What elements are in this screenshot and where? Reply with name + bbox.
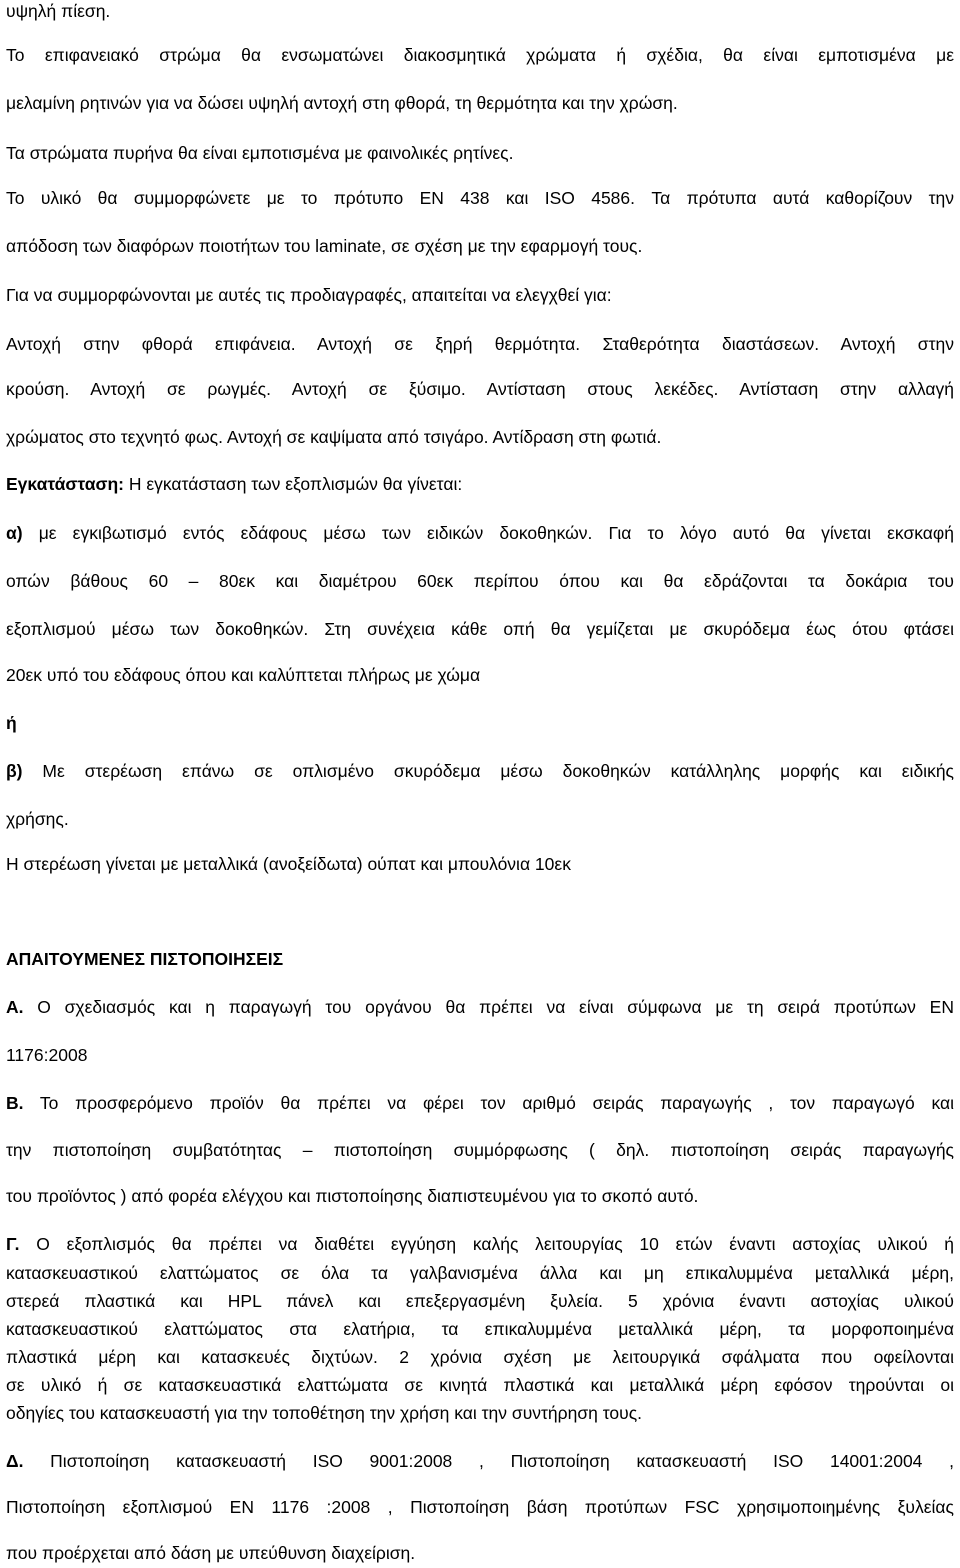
cert-c-line: κατασκευαστικού ελαττώματος στα ελατήρια, τα επικαλυμμένα μεταλλικά μέρη, τα μορφοποιημένα [6, 1319, 954, 1339]
text-line: απόδοση των διαφόρων ποιοτήτων του laminate, σε σχέση με την εφαρμογή τους. [6, 236, 643, 256]
item-label: Α. [6, 997, 24, 1017]
text-line: Το επιφανειακό στρώμα θα ενσωματώνει διακοσμητικά χρώματα ή σχέδια, θα είναι εμποτισμένα με [6, 45, 954, 65]
cert-c-line: κατασκευαστικού ελαττώματος σε όλα τα γαλβανισμένα άλλα και μη επικαλυμμένα μεταλλικά μέρη, [6, 1263, 954, 1283]
installation-a-line: εξοπλισμού μέσω των δοκοθηκών. Στη συνέχεια κάθε οπή θα γεμίζεται με σκυρόδεμα έως ότου φτάσει [6, 619, 954, 639]
text-line: κρούση. Αντοχή σε ρωγμές. Αντοχή σε ξύσιμο. Αντίσταση στους λεκέδες. Αντίσταση στην αλλαγή [6, 379, 954, 399]
item-label: β) [6, 761, 23, 781]
installation-heading: Εγκατάσταση: [6, 474, 124, 494]
cert-c-line: στερεά πλαστικά και HPL πάνελ και επεξεργασμένη ξυλεία. 5 χρόνια έναντι αστοχίας υλικού [6, 1291, 954, 1311]
item-label: Γ. [6, 1234, 20, 1254]
installation-b-line: β) Με στερέωση επάνω σε οπλισμένο σκυρόδεμα μέσω δοκοθηκών κατάλληλης μορφής και ειδικής [6, 761, 954, 781]
cert-c-line: πλαστικά μέρη και κατασκευές διχτύων. 2 χρόνια σχέση με λειτουργικά σφάλματα που οφείλονται [6, 1347, 954, 1367]
item-label: Β. [6, 1093, 24, 1113]
cert-d-line: που προέρχεται από δάση με υπεύθυνση διαχείριση. [6, 1543, 416, 1563]
text-line: Για να συμμορφώνονται με αυτές τις προδιαγραφές, απαιτείται να ελεγχθεί για: [6, 285, 612, 305]
cert-a-line: 1176:2008 [6, 1045, 88, 1065]
cert-c-line: Γ. Ο εξοπλισμός θα πρέπει να διαθέτει εγγύηση καλής λειτουργίας 10 ετών έναντι αστοχίας υλικού ή [6, 1234, 954, 1254]
text-line: Το υλικό θα συμμορφώνετε με το πρότυπο EN 438 και ISO 4586. Τα πρότυπα αυτά καθορίζουν την [6, 188, 954, 208]
cert-c-line: οδηγίες του κατασκευαστή για την τοποθέτηση την χρήση και την συντήρηση τους. [6, 1403, 643, 1423]
installation-a-line: 20εκ υπό του εδάφους όπου και καλύπτεται πλήρως με χώμα [6, 665, 481, 685]
cert-a-line: Α. Ο σχεδιασμός και η παραγωγή του οργάνου θα πρέπει να είναι σύμφωνα με τη σειρά προτύπων EN [6, 997, 954, 1017]
text-line: χρώματος στο τεχνητό φως. Αντοχή σε καψίματα από τσιγάρο. Αντίδραση στη φωτιά. [6, 427, 662, 447]
item-label: α) [6, 523, 23, 543]
text-line: μελαμίνη ρητινών για να δώσει υψηλή αντοχή στη φθορά, τη θερμότητα και την χρώση. [6, 93, 678, 113]
cert-d-line: Πιστοποίηση εξοπλισμού EN 1176 :2008 , Πιστοποίηση βάση προτύπων FSC χρησιμοποιημένης ξυλείας [6, 1497, 954, 1517]
cert-c-line: σε υλικό ή σε κατασκευαστικά ελαττώματα σε κινητά πλαστικά και μεταλλικά μέρη εφόσον τηρούνται οι [6, 1375, 954, 1395]
installation-fix: Η στερέωση γίνεται με μεταλλικά (ανοξείδωτα) ούπατ και μπουλόνια 10εκ [6, 854, 571, 874]
or-separator: ή [6, 713, 17, 733]
cert-d-line: Δ. Πιστοποίηση κατασκευαστή ISO 9001:2008 , Πιστοποίηση κατασκευαστή ISO 14001:2004 , [6, 1451, 954, 1471]
installation-a-line: οπών βάθους 60 – 80εκ και διαμέτρου 60εκ περίπου όπου και θα εδράζονται τα δοκάρια του [6, 571, 954, 591]
text-line: Αντοχή στην φθορά επιφάνεια. Αντοχή σε ξηρή θερμότητα. Σταθερότητα διαστάσεων. Αντοχή στην [6, 334, 954, 354]
cert-b-line: του προϊόντος ) από φορέα ελέγχου και πιστοποίησης διαπιστευμένου για το σκοπό αυτό. [6, 1186, 699, 1206]
installation-a-line: α) με εγκιβωτισμό εντός εδάφους μέσω των ειδικών δοκοθηκών. Για το λόγο αυτό θα γίνεται εκσκαφή [6, 523, 954, 543]
certs-heading: ΑΠΑΙΤΟΥΜΕΝΕΣ ΠΙΣΤΟΠΟΙΗΣΕΙΣ [6, 949, 284, 969]
text-line: Τα στρώματα πυρήνα θα είναι εμποτισμένα με φαινολικές ρητίνες. [6, 143, 514, 163]
text-line: υψηλή πίεση. [6, 1, 111, 21]
cert-b-line: την πιστοποίηση συμβατότητας – πιστοποίηση συμμόρφωσης ( δηλ. πιστοποίηση σειράς παραγωγής [6, 1140, 954, 1160]
item-label: Δ. [6, 1451, 24, 1471]
installation-intro: Εγκατάσταση: Η εγκατάσταση των εξοπλισμών θα γίνεται: [6, 474, 463, 494]
cert-b-line: Β. Το προσφερόμενο προϊόν θα πρέπει να φέρει τον αριθμό σειράς παραγωγής , τον παραγωγό και [6, 1093, 954, 1113]
installation-b-line: χρήσης. [6, 809, 69, 829]
